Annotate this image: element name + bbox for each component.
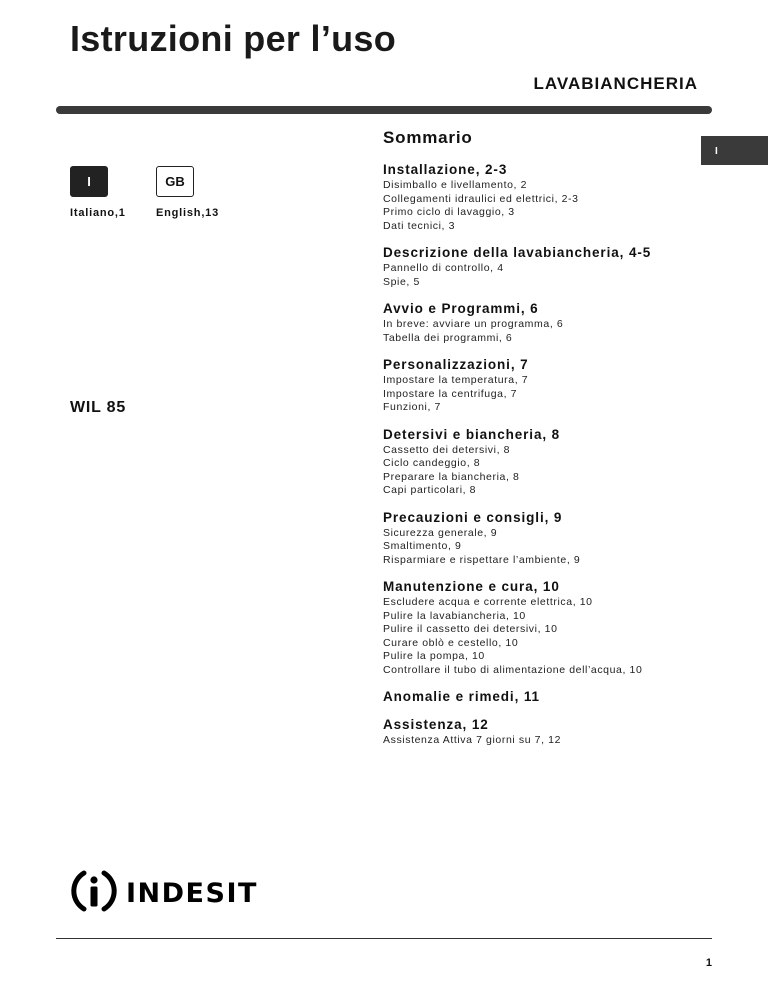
toc-section-title[interactable]: Avvio e Programmi, 6 xyxy=(383,301,539,316)
toc-section-title[interactable]: Precauzioni e consigli, 9 xyxy=(383,509,563,525)
toc-item[interactable]: Escludere acqua e corrente elettrica, 10 xyxy=(383,596,593,608)
language-box-english[interactable]: GB xyxy=(156,166,194,197)
language-side-tab: I xyxy=(701,136,768,165)
toc-item[interactable]: Disimballo e livellamento, 2 xyxy=(383,179,528,191)
footer-divider xyxy=(56,938,712,939)
toc-section-title[interactable]: Installazione, 2-3 xyxy=(383,162,508,177)
toc-item[interactable]: Controllare il tubo di alimentazione dell’acqua, 10 xyxy=(383,663,643,676)
toc-item[interactable]: Smaltimento, 9 xyxy=(383,540,462,552)
toc-item[interactable]: Tabella dei programmi, 6 xyxy=(383,331,513,344)
toc-item[interactable]: Ciclo candeggio, 8 xyxy=(383,457,481,469)
toc-section-title[interactable]: Assistenza, 12 xyxy=(383,717,489,732)
toc-section-descrizione xyxy=(383,244,703,289)
toc-item[interactable]: Funzioni, 7 xyxy=(383,401,441,413)
language-label-italian[interactable]: Italiano,1 xyxy=(70,207,126,219)
toc-section-avvio xyxy=(383,300,703,345)
language-box-italian[interactable]: I xyxy=(70,166,108,197)
toc-section-detersivi xyxy=(383,426,703,498)
toc-section-installazione xyxy=(383,161,703,233)
toc-section-anomalie xyxy=(383,688,703,705)
toc-item[interactable]: Primo ciclo di lavaggio, 3 xyxy=(383,206,515,218)
toc-item[interactable]: Pannello di controllo, 4 xyxy=(383,262,504,274)
page-title: Istruzioni per l’uso xyxy=(70,18,397,59)
toc-item[interactable]: Impostare la temperatura, 7 xyxy=(383,374,529,386)
toc-section-title[interactable]: Descrizione della lavabiancheria, 4-5 xyxy=(383,245,652,260)
toc-item[interactable]: Collegamenti idraulici ed elettrici, 2-3 xyxy=(383,192,579,205)
toc-section-assistenza xyxy=(383,716,703,748)
toc-item[interactable]: In breve: avviare un programma, 6 xyxy=(383,318,564,330)
table-of-contents xyxy=(383,161,703,748)
info-circle-logo-icon xyxy=(70,867,118,920)
toc-item[interactable]: Sicurezza generale, 9 xyxy=(383,526,498,539)
toc-item[interactable]: Pulire la lavabiancheria, 10 xyxy=(383,609,526,622)
toc-section-title[interactable]: Anomalie e rimedi, 11 xyxy=(383,689,540,704)
language-label-english[interactable]: English,13 xyxy=(156,207,220,219)
toc-item[interactable]: Impostare la centrifuga, 7 xyxy=(383,387,518,400)
page-number: 1 xyxy=(705,957,712,969)
toc-section-title[interactable]: Manutenzione e cura, 10 xyxy=(383,579,560,594)
toc-section-precauzioni xyxy=(383,509,703,568)
toc-section-personalizzazioni xyxy=(383,356,703,415)
toc-item[interactable]: Pulire la pompa, 10 xyxy=(383,650,485,662)
toc-item[interactable]: Cassetto dei detersivi, 8 xyxy=(383,443,511,456)
toc-item[interactable]: Capi particolari, 8 xyxy=(383,484,477,496)
header-divider xyxy=(56,106,712,114)
summary-heading: Sommario xyxy=(383,128,473,147)
toc-item[interactable]: Preparare la biancheria, 8 xyxy=(383,470,520,483)
product-category: LAVABIANCHERIA xyxy=(533,74,698,93)
toc-item[interactable]: Spie, 5 xyxy=(383,275,420,288)
brand-logo-wordmark: INDESIT xyxy=(126,877,258,909)
toc-section-manutenzione xyxy=(383,578,703,677)
toc-section-title[interactable]: Personalizzazioni, 7 xyxy=(383,357,529,372)
toc-item[interactable]: Curare oblò e cestello, 10 xyxy=(383,636,519,649)
toc-item[interactable]: Dati tecnici, 3 xyxy=(383,219,456,232)
toc-item[interactable]: Pulire il cassetto dei detersivi, 10 xyxy=(383,623,558,635)
toc-item[interactable]: Assistenza Attiva 7 giorni su 7, 12 xyxy=(383,734,562,746)
brand-logo xyxy=(70,869,258,917)
toc-item[interactable]: Risparmiare e rispettare l’ambiente, 9 xyxy=(383,553,581,566)
toc-section-title[interactable]: Detersivi e biancheria, 8 xyxy=(383,426,561,442)
model-name: WIL 85 xyxy=(70,399,127,416)
